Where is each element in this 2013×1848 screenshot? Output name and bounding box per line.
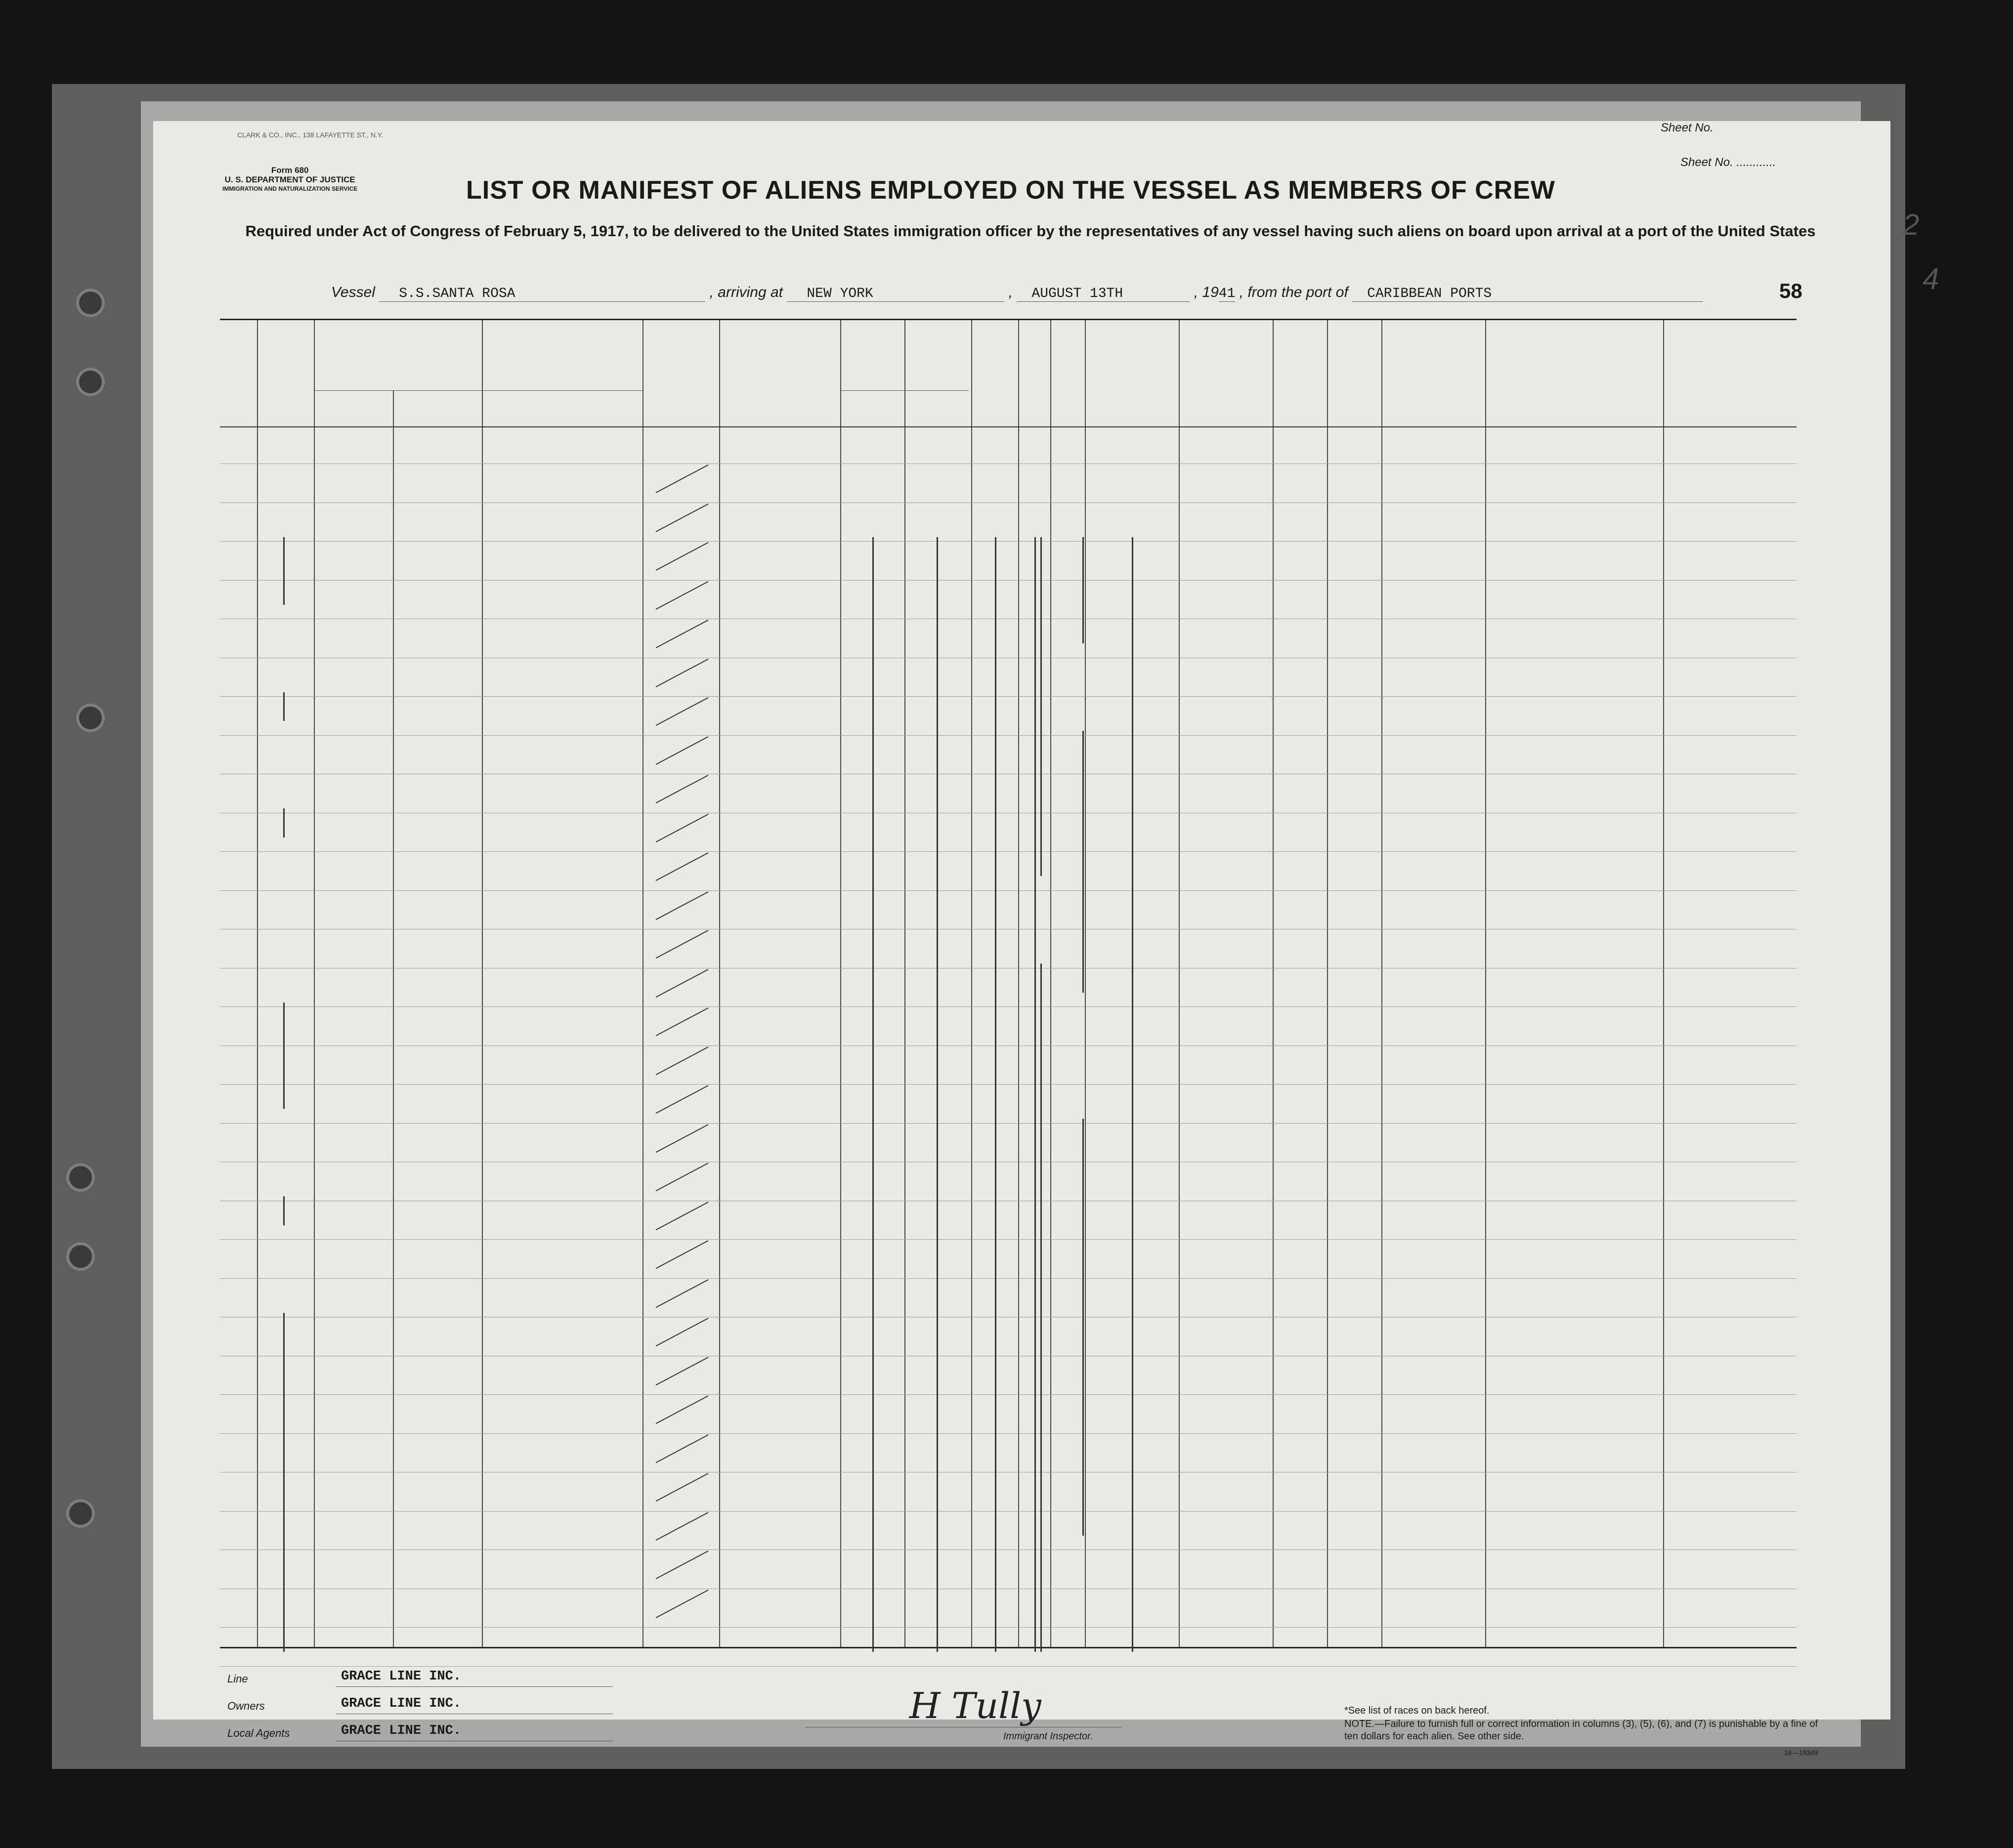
service-tick	[656, 581, 709, 609]
row-rule	[220, 735, 1797, 736]
row-rule	[220, 1278, 1797, 1279]
column-divider	[1018, 320, 1019, 1647]
agents-label: Local Agents	[227, 1727, 290, 1739]
column-divider	[1179, 320, 1180, 1647]
row-rule	[220, 1394, 1797, 1395]
vessel-label: Vessel	[331, 284, 375, 300]
service-tick	[656, 1551, 709, 1579]
arriving-label: , arriving at	[709, 284, 783, 300]
page-subtitle: Required under Act of Congress of February 5, 1917, to be delivered to the United States immigration officer by the representatives of any vessel having such aliens on board upon arrival at a port of the United States	[245, 222, 1816, 240]
service-tick	[656, 1589, 709, 1618]
sheet-number-top: Sheet No.	[1661, 121, 1713, 134]
row-rule	[220, 580, 1797, 581]
service-tick	[656, 1008, 709, 1036]
row-rule	[220, 1666, 1797, 1667]
ditto-mark	[1082, 1119, 1084, 1536]
arrival-date: AUGUST 13TH	[1017, 286, 1190, 302]
ditto-mark	[283, 537, 285, 605]
column-divider	[1381, 320, 1382, 1647]
column-divider	[1327, 320, 1328, 1647]
service-tick	[656, 968, 709, 997]
service-tick	[656, 891, 709, 920]
line-value: GRACE LINE INC.	[341, 1669, 462, 1684]
from-label: , from the port of	[1239, 284, 1348, 300]
binder-hole	[79, 292, 102, 314]
ditto-mark	[937, 537, 938, 1652]
row-rule	[220, 463, 1797, 464]
shipped-split	[904, 390, 905, 1647]
sheet-number: Sheet No. ............	[1680, 156, 1776, 169]
row-rule	[220, 890, 1797, 891]
penalty-note: NOTE.—Failure to furnish full or correct information in columns (3), (5), (6), and (7) is punishable by a fine of ten dollars for each alien. See other side.	[1344, 1719, 1818, 1742]
line-label: Line	[227, 1673, 248, 1685]
ditto-mark	[1040, 964, 1042, 1652]
year-prefix: , 19	[1194, 284, 1219, 300]
owners-label: Owners	[227, 1700, 265, 1712]
binder-hole	[79, 371, 102, 393]
service-tick	[656, 813, 709, 842]
row-rule	[220, 1123, 1797, 1124]
owners-value: GRACE LINE INC.	[341, 1696, 462, 1711]
service-tick	[656, 1395, 709, 1424]
service-tick	[656, 1163, 709, 1191]
column-divider	[1050, 320, 1051, 1647]
service-tick	[656, 503, 709, 532]
column-divider	[257, 320, 258, 1647]
service-tick	[656, 620, 709, 648]
ditto-mark	[872, 537, 874, 1652]
binder-hole	[69, 1166, 92, 1189]
department: U. S. DEPARTMENT OF JUSTICE	[224, 175, 355, 184]
binder-hole	[79, 707, 102, 729]
column-divider	[1273, 320, 1274, 1647]
service-tick	[656, 658, 709, 687]
service-tick	[656, 1318, 709, 1346]
margin-mark: 2	[1903, 208, 1920, 241]
row-rule	[220, 1627, 1797, 1628]
service-tick	[656, 464, 709, 493]
form-code: 16—19349	[1784, 1749, 1818, 1757]
row-rule	[220, 851, 1797, 852]
service-tick	[656, 542, 709, 571]
service-tick	[656, 1124, 709, 1152]
ditto-mark	[1132, 537, 1133, 1652]
arriving-port: NEW YORK	[787, 286, 1004, 302]
row-rule	[220, 1511, 1797, 1512]
column-divider	[314, 320, 315, 1647]
service-tick	[656, 1279, 709, 1307]
service-tick	[656, 736, 709, 764]
service-tick	[656, 852, 709, 881]
service-tick	[656, 1201, 709, 1230]
row-rule	[220, 696, 1797, 697]
column-divider	[840, 320, 841, 1647]
service-tick	[656, 930, 709, 959]
from-port: CARIBBEAN PORTS	[1352, 286, 1703, 302]
page-number: 58	[1779, 279, 1802, 302]
column-divider	[971, 320, 972, 1647]
ditto-mark	[283, 1003, 285, 1109]
printer-line: CLARK & CO., INC., 138 LAFAYETTE ST., N.Y.	[237, 131, 384, 139]
name-split	[393, 390, 394, 1647]
column-divider	[1085, 320, 1086, 1647]
service-tick	[656, 1046, 709, 1075]
service-tick	[656, 1085, 709, 1114]
margin-mark: 4	[1923, 262, 1939, 295]
agents-value: GRACE LINE INC.	[341, 1723, 462, 1738]
service-tick	[656, 1240, 709, 1269]
service-tick	[656, 1434, 709, 1463]
row-rule	[220, 541, 1797, 542]
column-divider	[482, 320, 483, 1647]
service-tick	[656, 1512, 709, 1540]
service: IMMIGRATION AND NATURALIZATION SERVICE	[222, 185, 358, 192]
form-number: Form 680	[271, 166, 309, 175]
vessel-name: S.S.SANTA ROSA	[379, 286, 705, 302]
column-divider	[1485, 320, 1486, 1647]
ditto-mark	[1082, 537, 1084, 644]
column-divider	[1663, 320, 1664, 1647]
page-title: LIST OR MANIFEST OF ALIENS EMPLOYED ON THE VESSEL AS MEMBERS OF CREW	[466, 176, 1555, 205]
ditto-mark	[1040, 537, 1042, 877]
binder-hole	[69, 1502, 92, 1525]
vessel-line: Vessel S.S.SANTA ROSA , arriving at NEW YORK , AUGUST 13TH , 1941 , from the port of CARIBBEAN PORTS	[331, 284, 1703, 302]
ditto-mark	[1034, 537, 1036, 1652]
inspector-label: Immigrant Inspector.	[1003, 1731, 1093, 1742]
crew-table	[220, 319, 1797, 1648]
row-rule	[220, 1433, 1797, 1434]
column-divider	[719, 320, 720, 1647]
ditto-mark	[1082, 731, 1084, 993]
arrival-year: 41	[1218, 286, 1236, 301]
ditto-mark	[995, 537, 996, 1652]
line-underline	[336, 1686, 613, 1687]
ditto-mark	[283, 692, 285, 721]
races-note: *See list of races on back hereof.	[1344, 1705, 1490, 1716]
ditto-mark	[283, 808, 285, 838]
header-divider	[220, 426, 1797, 427]
ditto-mark	[283, 1196, 285, 1225]
inspector-signature: H Tully	[909, 1685, 1041, 1726]
row-rule	[220, 1084, 1797, 1085]
service-tick	[656, 697, 709, 726]
ditto-mark	[283, 1313, 285, 1652]
row-rule	[220, 1239, 1797, 1240]
service-tick	[656, 775, 709, 803]
service-tick	[656, 1473, 709, 1502]
binder-hole	[69, 1245, 92, 1268]
column-divider	[642, 320, 643, 1647]
subheader-line-name	[314, 390, 642, 391]
service-tick	[656, 1356, 709, 1385]
manifest-page	[153, 121, 1890, 1757]
